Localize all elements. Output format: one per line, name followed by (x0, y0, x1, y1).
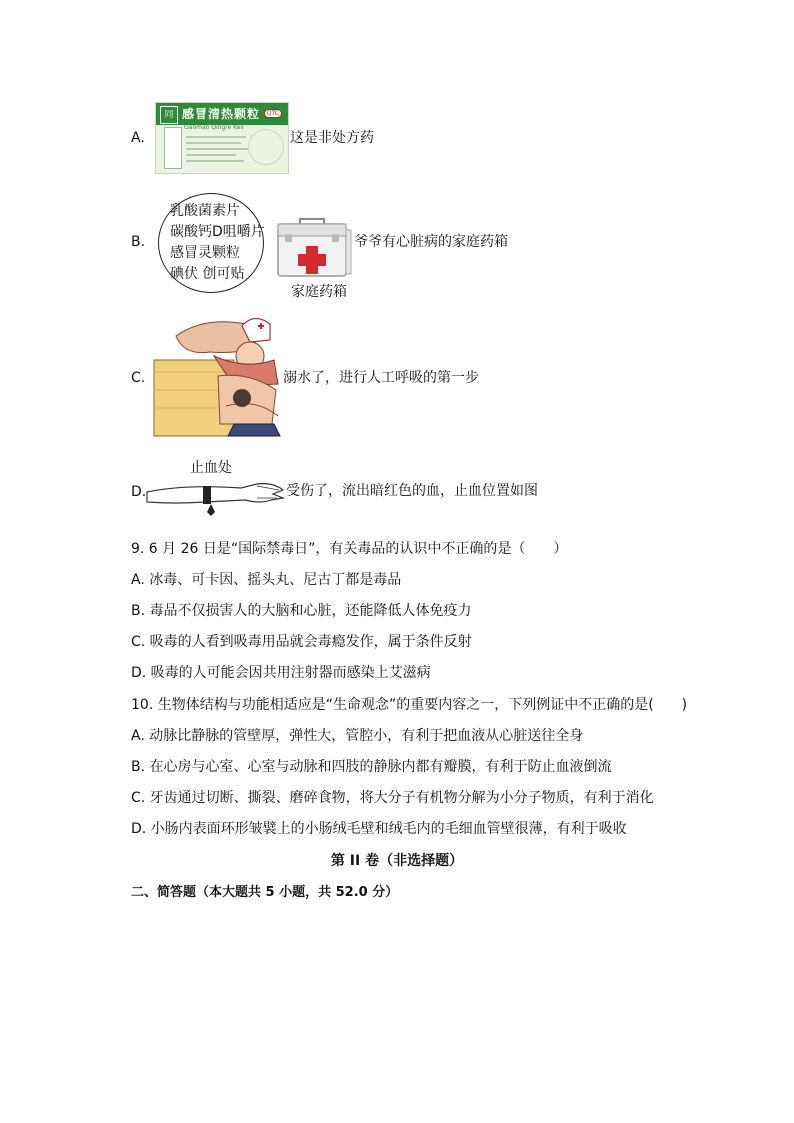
circle-item: 碳酸钙D咀嚼片 (170, 224, 265, 240)
arm-tourniquet-illustration (145, 478, 285, 518)
q10-option-c: C. 牙齿通过切断、撕裂、磨碎食物，将大分子有机物分解为小分子物质，有利于消化 (131, 790, 654, 806)
option-c-letter: C. (131, 370, 146, 386)
circle-item: 感冒灵颗粒 (170, 245, 240, 261)
q10-stem: 10. 生物体结构与功能相适应是“生命观念”的重要内容之一，下列例证中不正确的是( ) (131, 697, 688, 713)
first-aid-kit-icon (276, 218, 352, 280)
q10-option-b: B. 在心房与心室、心室与动脉和四肢的静脉内都有瓣膜，有利于防止血液倒流 (131, 759, 612, 775)
q9-stem: 9. 6 月 26 日是“国际禁毒日”，有关毒品的认识中不正确的是（ ） (131, 541, 568, 557)
option-a-text: 这是非处方药 (290, 130, 374, 146)
q10-option-a: A. 动脉比静脉的管壁厚，弹性大，管腔小，有利于把血液从心脏送往全身 (131, 728, 584, 744)
part-two-title: 第 II 卷（非选择题） (330, 853, 464, 869)
option-b-letter: B. (131, 234, 146, 250)
bleed-caption: 止血处 (190, 460, 232, 476)
q9-option-d: D. 吸毒的人可能会因共用注射器而感染上艾滋病 (131, 665, 431, 681)
q9-option-b: B. 毒品不仅损害人的大脑和心脏，还能降低人体免疫力 (131, 603, 472, 619)
q9-option-a: A. 冰毒、可卡因、摇头丸、尼古丁都是毒品 (131, 572, 402, 588)
kit-caption: 家庭药箱 (291, 284, 347, 300)
medicine-seal: 同 (160, 106, 178, 124)
q9-option-c: C. 吸毒的人看到吸毒用品就会毒瘾发作，属于条件反射 (131, 634, 472, 650)
option-c-text: 溺水了，进行人工呼吸的第一步 (283, 370, 479, 386)
section-two-heading: 二、简答题（本大题共 5 小题，共 52.0 分） (131, 885, 399, 900)
medicine-box-image (155, 102, 289, 174)
circle-item: 碘伏 创可贴 (170, 266, 245, 282)
option-d-letter: D. (131, 484, 147, 500)
rescue-breathing-illustration (154, 312, 286, 436)
circle-item: 乳酸菌素片 (170, 203, 240, 219)
medicine-pinyin: Ganmao Qingre Keli (184, 124, 244, 131)
medicine-title: 感冒清热颗粒 (182, 107, 261, 121)
option-b-text: 爷爷有心脏病的家庭药箱 (354, 234, 508, 250)
option-a-letter: A. (131, 130, 145, 146)
q10-option-d: D. 小肠内表面环形皱襞上的小肠绒毛壁和绒毛内的毛细血管壁很薄，有利于吸收 (131, 821, 627, 837)
otc-badge: OTC (264, 109, 282, 118)
option-d-text: 受伤了，流出暗红色的血，止血位置如图 (286, 483, 538, 499)
